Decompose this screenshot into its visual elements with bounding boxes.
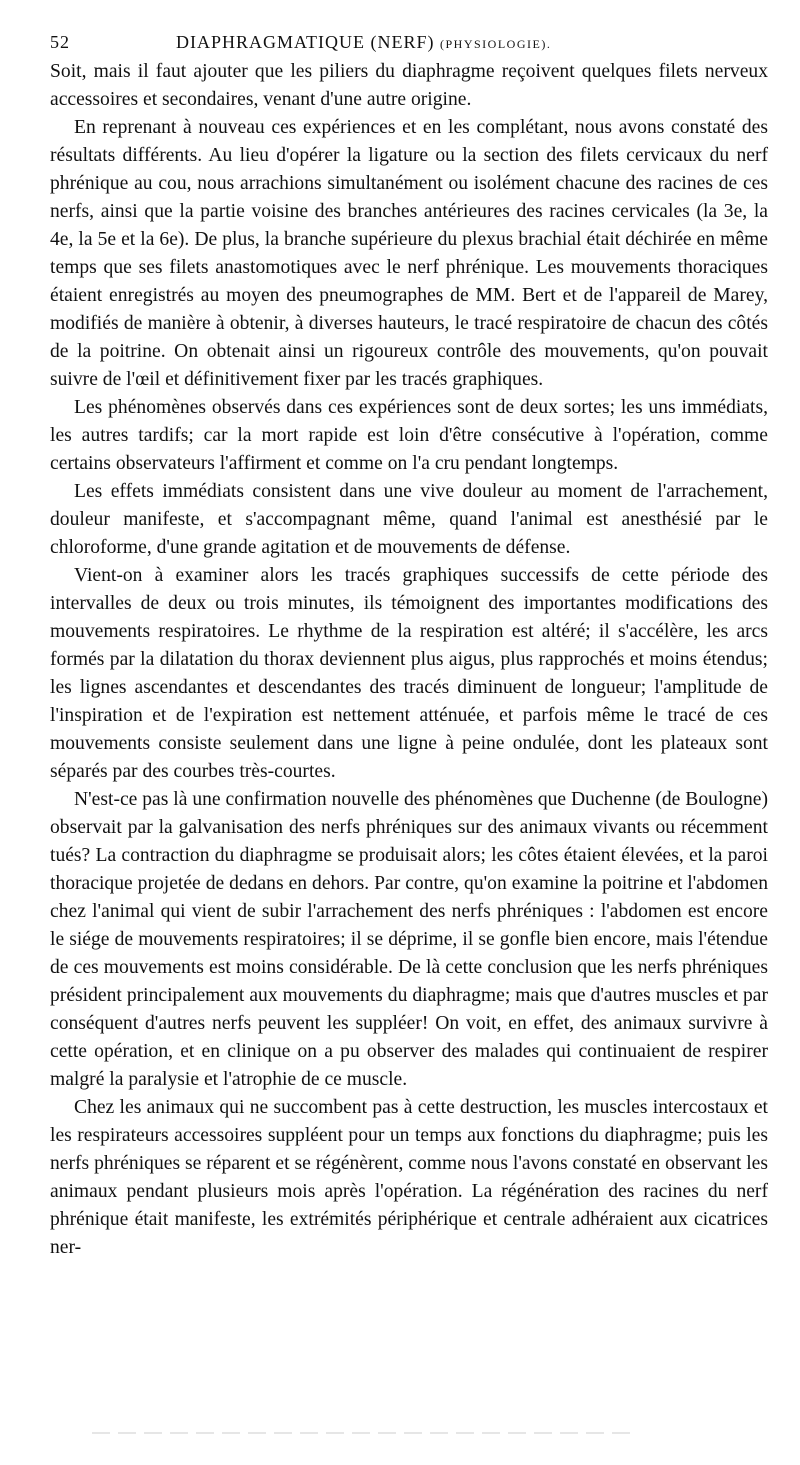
footer-print-artifact bbox=[92, 1432, 632, 1434]
paragraph: N'est-ce pas là une confirmation nouvelle des phénomènes que Duchenne (de Boulogne) observait par la galvanisation des nerfs phréniques sur des animaux vivants ou récemment tués? La contraction du diaphragme se produisait alors; les côtes étaient élevées, et la paroi thoracique projetée de dedans en dehors. Par contre, qu'on examine la poitrine et l'abdomen chez l'animal qui vient de subir l'arrachement des nerfs phréniques : l'abdomen est encore le siége de mouvements respiratoires; il se déprime, il se gonfle bien encore, mais l'étendue de ces mouvements est moins considérable. De là cette conclusion que les nerfs phréniques président principalement aux mouvements du diaphragme; mais que d'autres muscles et par conséquent d'autres nerfs peuvent les suppléer! On voit, en effet, des animaux survivre à cette opération, et en clinique on a pu observer des malades qui continuaient de respirer malgré la paralysie et l'atrophie de ce muscle. bbox=[50, 789, 768, 1090]
paragraph: Soit, mais il faut ajouter que les piliers du diaphragme reçoivent quelques filets nerveux accessoires et secondaires, venant d'une autre origine. bbox=[50, 61, 768, 110]
paragraph: Les phénomènes observés dans ces expériences sont de deux sortes; les uns immédiats, les autres tardifs; car la mort rapide est loin d'être consécutive à l'opération, comme certains observateurs l'affirment et comme on l'a cru pendant longtemps. bbox=[50, 397, 768, 474]
running-title: DIAPHRAGMATIQUE (NERF) bbox=[176, 32, 435, 52]
running-subtitle: (PHYSIOLOGIE). bbox=[440, 37, 552, 51]
running-head bbox=[176, 32, 551, 53]
page bbox=[50, 22, 768, 1262]
paragraph: En reprenant à nouveau ces expériences et en les complétant, nous avons constaté des résultats différents. Au lieu d'opérer la ligature ou la section des filets cervicaux du nerf phrénique au cou, nous arrachions simultanément ou isolément chacune des racines de ces nerfs, ainsi que la partie voisine des branches antérieures des racines cervicales (la 3e, la 4e, la 5e et la 6e). De plus, la branche supérieure du plexus brachial était déchirée en même temps que ses filets anastomotiques avec le nerf phrénique. Les mouvements thoraciques étaient enregistrés au moyen des pneumographes de MM. Bert et de l'appareil de Marey, modifiés de manière à obtenir, à diverses hauteurs, le tracé respiratoire de chacun des côtés de la poitrine. On obtenait ainsi un rigoureux contrôle des mouvements, qu'on pouvait suivre de l'œil et définitivement fixer par les tracés graphiques. bbox=[50, 117, 768, 390]
page-header bbox=[50, 22, 768, 56]
body-text bbox=[50, 58, 768, 1262]
paragraph: Chez les animaux qui ne succombent pas à cette destruction, les muscles intercostaux et les respirateurs accessoires suppléent pour un temps aux fonctions du diaphragme; puis les nerfs phréniques se réparent et se régénèrent, comme nous l'avons constaté en observant les animaux pendant plusieurs mois après l'opération. La régénération des racines du nerf phrénique était manifeste, les extrémités périphérique et centrale adhéraient aux cicatrices ner- bbox=[50, 1097, 768, 1258]
paragraph: Vient-on à examiner alors les tracés graphiques successifs de cette période des intervalles de deux ou trois minutes, ils témoignent des importantes modifications des mouvements respiratoires. Le rhythme de la respiration est altéré; il s'accélère, les arcs formés par la dilatation du thorax deviennent plus aigus, plus rapprochés et moins étendus; les lignes ascendantes et descendantes des tracés diminuent de longueur; l'amplitude de l'inspiration et de l'expiration est nettement atténuée, et parfois même le tracé de ces mouvements consiste seulement dans une ligne à peine ondulée, dont les plateaux sont séparés par des courbes très-courtes. bbox=[50, 565, 768, 782]
paragraph: Les effets immédiats consistent dans une vive douleur au moment de l'arrachement, douleur manifeste, et s'accompagnant même, quand l'animal est anesthésié par le chloroforme, d'une grande agitation et de mouvements de défense. bbox=[50, 481, 768, 558]
page-number: 52 bbox=[50, 32, 70, 52]
